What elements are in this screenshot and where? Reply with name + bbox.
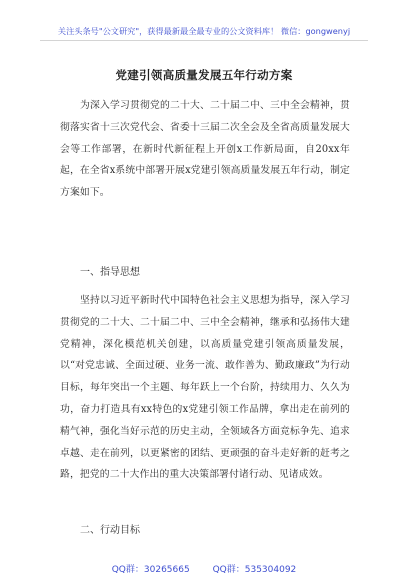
document-title: 党建引领高质量发展五年行动方案 [115,68,293,82]
page-footer [0,562,408,575]
section-heading-action-goals: 二、行动目标 [80,525,140,536]
guiding-ideology-paragraph: 坚持以习近平新时代中国特色社会主义思想为指导，深入学习贯彻党的二十大、二十届二中、三中全会精神，继承和弘扬伟大建党精神，深化模范机关创建，以高质量党建引领高质量发展，以“对党忠诚、全面过硬、业务一流、敢作善为、勤政廉政”为行动目标，每年突出一个主题、每年跃上一个台阶，持续用力、久久为功，奋力打造具有xx特色的x党建引领工作品牌，拿出走在前列的精气神，强化当好示范的历史主动，全领域各方面竞标争先、追求卓越、走在前列，以更紧密的团结、更顽强的奋斗走好新的赶考之路，把党的二十大作出的重大决策部署付诸行动、见诸成效。 [60,295,350,481]
intro-paragraph: 为深入学习贯彻党的二十大、二十届二中、三中全会精神，贯彻落实省十三次党代会、省委十三届二次全会及全省高质量发展大会等工作部署，在新时代新征程上开创x工作新局面，自20xx年起，在全省x系统中部署开展x党建引领高质量发展五年行动，制定方案如下。 [60,100,350,199]
header-notice: 关注头条号"公文研究"，获得最新最全最专业的公文资料库！ 微信：gongwenyj [57,26,351,36]
page-header [0,0,408,48]
section-heading-guiding-ideology: 一、指导思想 [80,267,140,278]
qq-group-2: QQ群：535304092 [212,565,297,575]
header-divider [40,40,368,41]
qq-group-1: QQ群：30265665 [111,565,190,575]
